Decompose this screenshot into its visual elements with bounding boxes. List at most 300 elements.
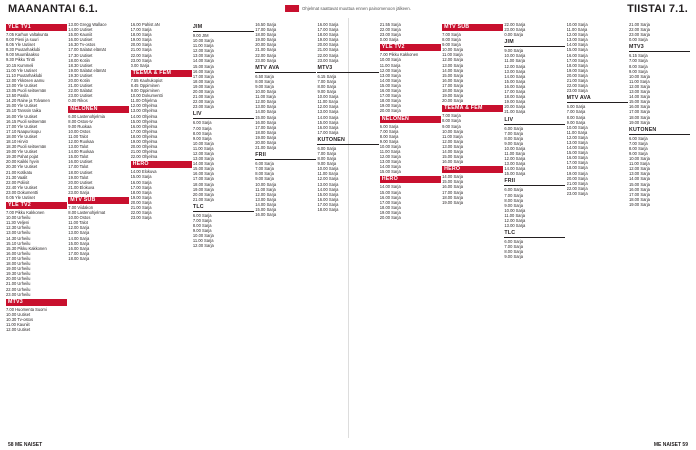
- program-listing: 14.00 Sarja: [504, 73, 526, 79]
- program-listing: 10.00 Dokumentti: [130, 93, 163, 99]
- program-listing: 11.00 Sarja: [504, 58, 526, 64]
- program-listing: 10.00 Urheilu: [6, 215, 31, 221]
- program-listing: 16.00 Sarja: [130, 179, 152, 185]
- program-listing: 10.00 Sarja: [442, 128, 464, 134]
- program-listing: 7.05 Karhun valtakunta: [6, 32, 49, 37]
- program-listing: 16.00 Sarja: [566, 52, 588, 58]
- program-listing: 6.00 Sarja: [566, 104, 586, 110]
- program-listing: 7.00 Sarja: [504, 192, 524, 198]
- program-listing: 14.00 Sarja: [255, 201, 277, 207]
- program-listing: 19.00 Ohjelma: [130, 138, 158, 144]
- program-listing: 13.00 Sarja: [317, 109, 339, 115]
- program-listing: 7.00 Sarja: [504, 244, 524, 250]
- program-listing: 6.00 Sarja: [379, 123, 399, 129]
- program-listing: 13.00 Sarja: [566, 37, 588, 43]
- program-listing: 8.00 Sarja: [192, 223, 212, 229]
- program-listing: 12.00 Ruokaa: [68, 138, 94, 144]
- program-listing: 6.00 Sarja: [504, 187, 524, 193]
- program-listing: 23.00 Sarja: [130, 57, 152, 63]
- program-listing: 10.00 Uutiset: [6, 311, 31, 317]
- program-listing: 21.00 Sarja: [566, 78, 588, 84]
- program-listing: 14.00 Sarja: [379, 77, 401, 83]
- left-date-title: MAANANTAI 6.1.: [8, 3, 98, 15]
- listing-column: [567, 22, 628, 436]
- program-listing: 10.00 Sarja: [628, 73, 650, 79]
- program-listing: 19.00 Sarja: [192, 83, 214, 89]
- program-listing: 16.00 Sarja: [192, 171, 214, 177]
- channel-heading: MTV SUB: [442, 24, 503, 31]
- program-listing: 19.00 Talot: [68, 174, 89, 180]
- listing-column: [317, 22, 378, 436]
- program-listing: 16.00 Sarja: [68, 245, 90, 251]
- program-listing: 22.00 Poliisit: [6, 179, 30, 185]
- program-listing: 17.00 Sarja: [442, 82, 464, 88]
- program-listing: 8.00 Sarja: [255, 78, 274, 84]
- program-listing: 16.00 Sarja: [442, 184, 464, 190]
- channel-heading: TEEMA & FEM: [131, 70, 192, 77]
- program-listing: 16.00 Sarja: [317, 22, 339, 27]
- program-listing: 12.00 Ykkösen aamu: [6, 77, 45, 83]
- program-listing: 6.00 Sarja: [255, 161, 274, 167]
- program-listing: 20.00 Sarja: [566, 72, 588, 78]
- program-listing: 21.00 Sarja: [255, 145, 277, 151]
- program-listing: 19.00 Sarja: [566, 170, 588, 176]
- program-listing: 15.10 Urheilu: [6, 240, 31, 246]
- program-listing: 16.00 Sarja: [628, 186, 650, 192]
- program-listing: 17.00 Sarja: [379, 93, 401, 99]
- program-listing: 20.00 Sarja: [255, 139, 277, 145]
- program-listing: 21.55 Sarja: [379, 22, 401, 27]
- program-listing: 19.00 Sarja: [379, 103, 401, 109]
- program-listing: 0.00 Sarja: [628, 37, 648, 43]
- program-listing: 12.00 Sarja: [628, 83, 650, 89]
- program-listing: 11.00 Sarja: [442, 52, 463, 58]
- program-listing: 22.00 Salatut: [68, 88, 93, 94]
- program-listing: 18.30 Uutiset: [68, 62, 93, 68]
- program-listing: 11.00 Sarja: [442, 133, 463, 139]
- program-listing: 14.00 Sarja: [628, 176, 650, 182]
- program-listing: 8.30 Puutarhaklubi: [6, 47, 41, 53]
- program-listing: 18.00 Urheilu: [6, 261, 31, 267]
- program-listing: 14.00 Sarja: [566, 42, 588, 48]
- program-listing: 7.00 Sarja: [317, 150, 337, 156]
- listing-column: [380, 22, 441, 436]
- channel-heading: HERO: [380, 176, 441, 183]
- listing-column: [442, 22, 503, 436]
- header-notice-text: Ohjelmat saattavat muuttua ennen painomenoon jälkeen.: [302, 6, 411, 11]
- program-listing: 23.00 Sarja: [130, 215, 152, 221]
- program-listing: 19.30 Uutiset: [68, 72, 93, 78]
- program-listing: 21.00 Sarja: [192, 94, 214, 100]
- program-listing: 13.00 Sarja: [504, 68, 526, 74]
- program-listing: 14.00 Sarja: [442, 174, 464, 180]
- program-listing: 21.00 Elokuva: [68, 184, 95, 190]
- program-listing: 17.00 Sarja: [255, 124, 277, 130]
- program-listing: 10.00 Sarja: [442, 47, 464, 53]
- program-listing: 21.00 Urheilu: [6, 281, 31, 287]
- program-listing: 13.00 Talot: [68, 144, 89, 150]
- program-listing: 19.00 Sarja: [255, 134, 277, 140]
- program-listing: 6.50 Sarja: [255, 73, 274, 79]
- channel-heading: TEEMA & FEM: [442, 105, 503, 112]
- program-listing: 13.00 Sarja: [628, 171, 650, 177]
- program-listing: 17.00 Sarja: [379, 199, 401, 205]
- program-listing: 13.00 Sarja: [379, 72, 401, 78]
- program-listing: 12.00 Sarja: [379, 154, 401, 160]
- program-listing: 13.50 Pasila: [6, 93, 29, 99]
- program-listing: 11.00 Sarja: [379, 148, 401, 154]
- program-listing: 19.00 Sarja: [255, 37, 277, 43]
- program-listing: 8.00 Sarja: [442, 118, 461, 124]
- channel-heading: NELONEN: [68, 106, 129, 113]
- program-listing: 17.00 Sarja: [566, 160, 588, 166]
- program-listing: 17.00 Sarja: [628, 191, 650, 197]
- program-listing: 22.00 Sarja: [255, 52, 277, 58]
- listing-column: [629, 22, 690, 436]
- program-listing: 6.00 Sarja: [628, 135, 648, 141]
- program-listing: 18.00 Sarja: [442, 194, 464, 200]
- program-listing: 17.00 Sarja: [317, 201, 339, 207]
- program-listing: 11.00 Sarja: [317, 99, 339, 105]
- left-page-number: 58 ME NAISET: [8, 442, 43, 448]
- program-listing: 10.30 Tv-ostos: [6, 316, 34, 322]
- program-listing: 8.00 Sarja: [192, 130, 212, 136]
- channel-heading: MTV AVA: [255, 65, 316, 73]
- channel-heading: LIV: [193, 111, 254, 119]
- program-listing: 17.00 Urheilu: [6, 255, 31, 261]
- program-listing: 18.00 Ohjelma: [130, 133, 158, 139]
- program-listing: 6.00 Sarja: [192, 120, 212, 126]
- program-listing: 14.00 Sarja: [566, 145, 588, 151]
- program-listing: 6.15 Sarja: [628, 53, 648, 59]
- program-listing: 20.00 Sarja: [255, 42, 277, 48]
- channel-heading: NELONEN: [380, 116, 441, 123]
- program-listing: 0.05 Yle Uutiset: [6, 195, 35, 200]
- program-listing: 16.00 Urheilu: [6, 250, 31, 256]
- program-listing: 10.00 Sarja: [379, 143, 401, 149]
- program-listing: 16.00 Uutiset: [68, 37, 93, 43]
- program-listing: 8.00 Ostos-tv: [68, 118, 93, 124]
- program-listing: 15.00 Sarja: [192, 63, 214, 69]
- program-listing: 19.00 Salatut elämät: [68, 67, 106, 73]
- program-listing: 13.00 Ohjelma: [130, 108, 158, 114]
- program-listing: 12.00 Sarja: [255, 191, 277, 197]
- program-listing: 20.00 Sarja: [317, 42, 339, 48]
- program-listing: 22.00 Sarja: [566, 185, 588, 191]
- program-listing: 21.00 Sarja: [566, 180, 588, 186]
- program-listing: 10.00 Sarja: [255, 89, 277, 95]
- program-listing: 17.00 Sarja: [130, 27, 152, 33]
- program-listing: 21.00 Sarja: [192, 196, 214, 202]
- program-listing: 11.00 Yle Uutiset: [6, 67, 37, 73]
- program-listing: 21.00 Sarja: [255, 47, 277, 53]
- program-listing: 12.00 Sarja: [504, 218, 526, 223]
- program-listing: 15.00 Talot: [68, 154, 89, 160]
- program-listing: 15.00 Sarja: [192, 166, 214, 172]
- program-listing: 15.00 Sarja: [255, 207, 277, 212]
- program-listing: 19.00 Yle Uutiset: [6, 149, 38, 155]
- program-listing: 7.00 Sarja: [628, 140, 648, 146]
- program-listing: 11.00 Sarja: [379, 62, 401, 68]
- program-listing: 9.00 Sarja: [628, 150, 648, 156]
- program-listing: 17.00 Sarja: [192, 73, 214, 79]
- program-listing: 12.00 Sarja: [192, 150, 214, 156]
- program-listing: 12.00 Sarja: [442, 57, 464, 63]
- program-listing: 21.00 Sarja: [317, 47, 339, 53]
- program-listing: 11.00 Sarja: [192, 145, 214, 151]
- program-listing: 11.00 Sarja: [192, 238, 214, 244]
- channel-heading: YLE TV1: [6, 24, 67, 31]
- program-listing: 9.00 Oppiminen: [130, 88, 160, 94]
- program-listing: 16.30 Tv-ostos: [68, 42, 96, 48]
- program-listing: 7.00 Sarja: [442, 113, 461, 119]
- program-listing: 10.00 Sarja: [566, 124, 588, 130]
- program-listing: 10.00 Sarja: [504, 145, 526, 151]
- program-listing: 17.00 Talot: [68, 164, 89, 170]
- listing-column: [504, 22, 565, 436]
- program-listing: 13.00 Sarja: [255, 104, 277, 110]
- program-listing: 10.00 Sarja: [504, 53, 526, 59]
- channel-heading: TLC: [504, 230, 565, 238]
- program-listing: 8.05 Yle Uutiset: [6, 42, 35, 48]
- page-footer: [0, 438, 696, 450]
- program-listing: 9.30 Pikku Tintti: [6, 57, 35, 63]
- program-listing: 7.00 Sarja: [255, 166, 274, 172]
- program-listing: 20.00 Sarja: [130, 42, 152, 48]
- program-listing: 23.00 Sarja: [68, 189, 90, 195]
- program-listing: 8.00 Sarja: [504, 249, 524, 255]
- program-listing: 18.00 Sarja: [442, 88, 464, 94]
- program-listing: 16.00 Sarja: [255, 212, 277, 218]
- program-listing: 7.00 Sarja: [379, 128, 399, 134]
- program-listing: 22.00 Sarja: [379, 27, 401, 33]
- program-listing: 14.00 Sarja: [192, 58, 214, 64]
- program-listing: 10.00 Ostos: [68, 215, 91, 221]
- program-listing: 23.00 Sarja: [317, 57, 339, 63]
- program-listing: 14.00 Sarja: [442, 67, 464, 73]
- channel-heading: YLE TV2: [380, 44, 441, 51]
- program-listing: 8.00 Sarja: [504, 135, 524, 141]
- program-listing: 8.00 Sarja: [442, 37, 461, 43]
- program-listing: 18.00 Sarja: [628, 196, 650, 202]
- program-listing: 14.00 Sarja: [628, 94, 650, 100]
- brand-block: [285, 5, 299, 12]
- program-listing: 12.00 Ohjelma: [130, 103, 158, 109]
- channel-heading: TLC: [193, 204, 254, 212]
- program-listing: 10.00 Sarja: [504, 207, 526, 213]
- program-listing: 19.00 Sarja: [628, 119, 650, 125]
- program-listing: 18.00 Sarja: [566, 165, 588, 171]
- program-listing: 13.00 Sarja: [442, 62, 464, 68]
- program-listing: 10.00 Sarja: [192, 140, 214, 146]
- program-listing: 17.00 Sarja: [442, 189, 464, 195]
- program-listing: 8.00 Sarja: [628, 145, 648, 151]
- program-listing: 20.00 Sarja: [379, 215, 401, 220]
- program-listing: 21.00 Kotikatu: [6, 169, 33, 175]
- program-listing: 11.00 Ohjelma: [130, 98, 157, 104]
- program-listing: 13.00 Sarja: [192, 156, 214, 162]
- program-listing: 9.00 Muumilaakso: [6, 52, 40, 58]
- program-listing: 17.00 Yle Uutiset: [6, 123, 38, 129]
- program-listing: 21.00 Sarja: [130, 205, 152, 210]
- program-listing: 16.00 Sarja: [566, 155, 588, 161]
- program-listing: 14.00 Sarja: [317, 114, 339, 120]
- program-listing: 19.30 Urheilu: [6, 271, 31, 277]
- program-listing: 20.00 Sarja: [566, 175, 588, 181]
- program-listing: 15.00 Sarja: [628, 99, 650, 105]
- program-listing: 22.00 Sarja: [504, 22, 526, 27]
- program-listing: 23.00 Dokumentti: [6, 189, 39, 195]
- program-listing: 6.00 Sarja: [192, 212, 212, 218]
- program-listing: 9.00 Sarja: [255, 83, 274, 89]
- program-listing: 19.00 Sarja: [504, 99, 526, 105]
- channel-heading: FRII: [255, 152, 316, 160]
- program-listing: 15.00 Sarja: [379, 189, 401, 195]
- program-listing: 23.00 Urheilu: [6, 291, 31, 297]
- program-listing: 16.00 Uutiset: [68, 159, 93, 165]
- program-listing: 18.00 Sarja: [130, 189, 152, 195]
- program-listing: 10.00 Sarja: [317, 94, 339, 100]
- program-listing: 13.00 Sarja: [68, 230, 90, 236]
- program-listing: 8.00 Sarja: [566, 114, 586, 120]
- program-listing: 16.00 Sarja: [192, 68, 214, 74]
- program-listing: 17.00 Salatut elämät: [68, 47, 106, 53]
- program-listing: 8.00 Sarja: [317, 83, 337, 89]
- program-listing: 11.00 Sarja: [628, 78, 650, 84]
- program-listing: 7.00 Sarja: [628, 58, 648, 64]
- program-listing: 15.00 Sarja: [566, 150, 588, 156]
- program-listing: 22.00 Sarja: [130, 52, 152, 58]
- program-listing: 19.00 Sarja: [130, 194, 152, 200]
- program-listing: 6.00 Sarja: [504, 125, 524, 131]
- program-listing: 9.00 Sarja: [442, 123, 461, 129]
- program-listing: 23.00 Sarja: [566, 190, 588, 196]
- program-listing: 18.00 Sarja: [566, 62, 588, 68]
- program-listing: 12.00 Uutiset: [6, 327, 31, 333]
- program-listing: 18.00 Sarja: [68, 255, 90, 261]
- program-listing: 15.00 Sarja: [442, 179, 464, 185]
- program-listing: 21.00 Uutiset: [68, 83, 93, 89]
- program-listing: 10.00 Sarja: [255, 181, 277, 187]
- program-listing: 14.00 Ohjelma: [130, 113, 158, 119]
- program-listing: 10.00 Sarja: [192, 233, 214, 239]
- program-listing: 18.00 Sarja: [255, 32, 277, 38]
- program-listing: 12.00 Sarja: [504, 156, 526, 162]
- listing-column: [255, 22, 316, 436]
- program-listing: 15.00 Kauniit: [68, 32, 93, 38]
- program-listing: 20.00 Sarja: [192, 191, 214, 197]
- program-listing: 15.10 Tanssin taika: [6, 108, 41, 114]
- program-listing: 23.00 Sarja: [255, 57, 277, 63]
- program-listing: 15.00 Sarja: [566, 47, 588, 53]
- program-listing: 14.00 Sarja: [504, 166, 526, 172]
- program-listing: 11.00 Sarja: [504, 150, 526, 156]
- program-listing: 9.00 Sarja: [504, 140, 524, 146]
- program-listing: 14.00 Sarja: [442, 148, 464, 154]
- program-listing: 6.00 Sarja: [504, 239, 524, 245]
- program-listing: 12.00 Sarja: [379, 67, 401, 73]
- program-listing: 23.00 Sarja: [628, 32, 650, 38]
- program-listing: 8.00 Sarja: [379, 133, 399, 139]
- program-listing: 12.00 Sarja: [442, 138, 464, 144]
- program-listing: 16.50 Sarja: [255, 22, 277, 27]
- channel-heading: LIV: [504, 117, 565, 125]
- program-listing: 12.00 Sarja: [566, 134, 588, 140]
- program-listing: 18.00 Sarja: [255, 129, 277, 135]
- program-listing: 15.00 Sarja: [442, 72, 464, 78]
- program-listing: 9.00 Sarja: [317, 161, 337, 167]
- program-listing: 19.30 Pahat pojat: [6, 154, 39, 160]
- program-listing: 9.00 Ruokaa: [68, 123, 92, 129]
- program-listing: 20.00 Urheilu: [6, 276, 31, 282]
- program-listing: 17.00 Sarja: [317, 129, 339, 135]
- program-listing: 20.00 Sarja: [192, 89, 214, 95]
- program-listing: 14.00 Sarja: [317, 186, 339, 192]
- program-listing: 22.00 Sarja: [317, 52, 339, 58]
- program-listing: 8.00 Sarja: [317, 156, 337, 162]
- program-listing: 9.00 Sarja: [317, 89, 337, 95]
- program-listing: 7.00 Sarja: [317, 78, 337, 84]
- program-listing: 15.00 Sarja: [379, 82, 401, 88]
- program-listing: 15.00 Sarja: [317, 119, 339, 125]
- program-listing: 10.00 Ostos: [68, 128, 91, 134]
- program-listing: 9.00 JIM: [192, 33, 209, 38]
- program-listing: 18.00 Sarja: [504, 94, 526, 100]
- program-listing: 14.00 Ruokaa: [68, 149, 94, 155]
- program-listing: 18.00 Sarja: [130, 32, 152, 38]
- channel-heading: HERO: [131, 161, 192, 168]
- channel-heading: MTV3: [629, 44, 690, 52]
- program-listing: 15.00 Sarja: [255, 114, 277, 120]
- program-listing: 7.00 Sarja: [566, 109, 586, 115]
- program-listing: 13.00 Gregg Wallace: [68, 22, 107, 27]
- program-listing: 7.00 Huomenta Suomi: [6, 306, 47, 312]
- program-listing: 17.00 Sarja: [130, 184, 152, 190]
- program-listing: 12.00 Sarja: [628, 166, 650, 172]
- program-listing: 18.10 Hirviö: [6, 138, 28, 144]
- program-listing: 16.15 Puoli seitsemän: [6, 118, 47, 124]
- program-listing: 14.00 Sarja: [255, 109, 277, 115]
- program-listing: 19.00 Sarja: [628, 201, 650, 207]
- program-listing: 16.00 Pahist aN: [130, 22, 160, 27]
- program-listing: 15.00 Sarja: [504, 171, 526, 177]
- program-listing: 12.00 Sarja: [317, 176, 339, 182]
- program-listing: 9.00 Sarja: [628, 68, 648, 74]
- program-listing: 22.00 Ohjelma: [130, 154, 158, 160]
- program-listing: 8.00 Pieni ja suuri: [6, 37, 39, 43]
- channel-heading: FRII: [504, 178, 565, 186]
- program-listing: 17.00 Sarja: [255, 27, 277, 33]
- channel-heading: MTV SUB: [68, 197, 129, 204]
- program-listing: 18.00 Sarja: [317, 207, 339, 212]
- program-listing: 9.00 Sarja: [504, 254, 524, 260]
- channel-heading: YLE TV2: [6, 202, 67, 209]
- program-listing: 20.00 Kaikki hyvin: [6, 159, 39, 165]
- program-listing: 12.00 Sarja: [68, 225, 90, 231]
- program-listing: 18.00 Sarja: [192, 78, 214, 84]
- program-listing: 19.00 Sarja: [317, 37, 339, 43]
- program-listing: 15.00 Sarja: [379, 169, 401, 175]
- program-listing: 17.00 Sarja: [68, 250, 90, 256]
- program-listing: 15.00 Ohjelma: [130, 118, 158, 124]
- program-listing: 12.30 Urheilu: [6, 225, 31, 231]
- program-listing: 17.00 Sarja: [192, 176, 214, 182]
- program-listing: 11.00 Sarja: [628, 161, 650, 167]
- program-listing: 18.00 Yle Uutiset: [6, 133, 38, 139]
- program-listing: 22.00 Sarja: [192, 99, 214, 105]
- program-listing: 14.00 Sarja: [379, 184, 401, 190]
- program-listing: 19.00 Sarja: [442, 199, 464, 205]
